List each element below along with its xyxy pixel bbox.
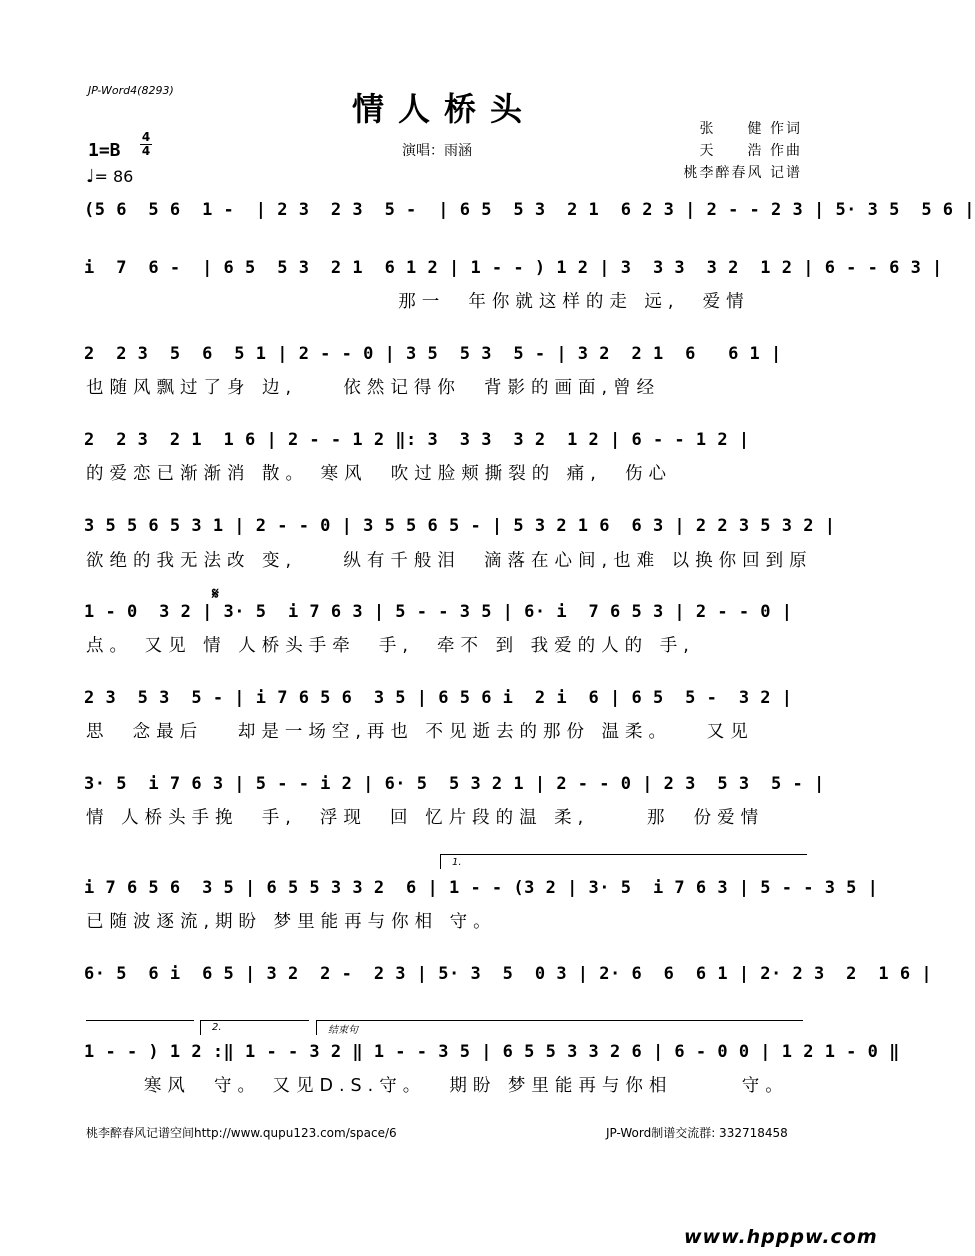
composer-credit: 天 浩 作曲 (699, 143, 802, 159)
score-line-5-notes: 3 5 5 6 5 3 1 | 2 - - 0 | 3 5 5 6 5 - | 5 3 2 1 6 6 3 | 2 2 3 5 3 2 | (84, 516, 836, 536)
segno-icon: 𝄋 (212, 584, 219, 603)
key-signature: 1=B (88, 140, 121, 161)
watermark: www.hpppw.com (684, 1226, 878, 1248)
transcriber-credit: 桃李醉春风 记谱 (683, 165, 802, 181)
score-line-5-lyrics: 欲绝的我无法改 变, 纵有千般泪 滴落在心间,也难 以换你回到原 (86, 551, 813, 571)
score-line-10-notes: 6· 5 6 i 6 5 | 3 2 2 - 2 3 | 5· 3 5 0 3 | 2· 6 6 6 1 | 2· 2 3 2 1 6 | (84, 964, 933, 984)
score-line-11-notes: 1 - - ) 1 2 :‖ 1 - - 3 2 ‖ 1 - - 3 5 | 6 5 5 3 3 2 6 | 6 - 0 0 | 1 2 1 - 0 ‖ (84, 1042, 900, 1062)
footer-group-info: JP-Word制谱交流群: 332718458 (606, 1126, 788, 1140)
score-line-4-lyrics: 的爱恋已渐渐消 散。 寒风 吹过脸颊撕裂的 痛, 伤心 (86, 464, 673, 484)
score-line-7-lyrics: 思 念最后 却是一场空,再也 不见逝去的那份 温柔。 又见 (86, 722, 754, 742)
score-line-9-notes: i 7 6 5 6 3 5 | 6 5 5 3 3 2 6 | 1 - - (3 2 | 3· 5 i 7 6 3 | 5 - - 3 5 | (84, 878, 879, 898)
score-line-3-notes: 2 2 3 5 6 5 1 | 2 - - 0 | 3 5 5 3 5 - | 3 2 2 1 6 6 1 | (84, 344, 782, 364)
singer-credit: 演唱：雨涵 (402, 143, 472, 159)
time-signature (140, 132, 152, 157)
quarter-note-icon: ♩ (86, 166, 95, 187)
coda-label: 结束句 (328, 1025, 358, 1036)
score-line-2-notes: i 7 6 - | 6 5 5 3 2 1 6 1 2 | 1 - - ) 1 2 | 3 3 3 3 2 1 2 | 6 - - 6 3 | (84, 258, 943, 278)
lyricist-credit: 张 健 作词 (699, 121, 802, 137)
first-ending-bracket (440, 854, 807, 869)
score-line-11-lyrics: 寒风 守。 又见D.S.守。 期盼 梦里能再与你相 守。 (86, 1076, 789, 1096)
score-line-9-lyrics: 已随波逐流,期盼 梦里能再与你相 守。 (86, 912, 497, 932)
score-line-6-lyrics: 点。 又见 情 人桥头手牵 手, 牵不 到 我爱的人的 手, (86, 636, 695, 656)
first-ending-label: 1. (452, 857, 462, 868)
time-signature-top: 4 (141, 130, 151, 144)
score-line-6-notes: 1 - 0 3 2 | 3· 5 i 7 6 3 | 5 - - 3 5 | 6· i 7 6 5 3 | 2 - - 0 | (84, 602, 793, 622)
time-signature-bottom: 4 (141, 144, 151, 158)
score-line-8-notes: 3· 5 i 7 6 3 | 5 - - i 2 | 6· 5 5 3 2 1 | 2 - - 0 | 2 3 5 3 5 - | (84, 774, 825, 794)
score-line-3-lyrics: 也随风飘过了身 边, 依然记得你 背影的画面,曾经 (86, 378, 661, 398)
tempo-mark (86, 166, 133, 187)
repeat-ending-bracket (86, 1020, 194, 1035)
score-line-2-lyrics: 那一 年你就这样的走 远, 爱情 (86, 292, 750, 312)
song-title: 情人桥头 (351, 90, 536, 128)
tempo-value: = 86 (94, 167, 134, 186)
second-ending-label: 2. (212, 1022, 222, 1033)
score-line-7-notes: 2 3 5 3 5 - | i 7 6 5 6 3 5 | 6 5 6 i 2 i 6 | 6 5 5 - 3 2 | (84, 688, 793, 708)
score-line-4-notes: 2 2 3 2 1 1 6 | 2 - - 1 2 ‖: 3 3 3 3 2 1 2 | 6 - - 1 2 | (84, 430, 750, 450)
score-line-8-lyrics: 情 人桥头手挽 手, 浮现 回 忆片段的温 柔, 那 份爱情 (86, 808, 765, 828)
score-line-1-notes: (5 6 5 6 1 - | 2 3 2 3 5 - | 6 5 5 3 2 1 6 2 3 | 2 - - 2 3 | 5· 3 5 5 6 | (84, 200, 975, 220)
coda-bracket (316, 1020, 803, 1035)
software-label: JP-Word4(8293) (88, 84, 174, 97)
footer-space-link[interactable]: 桃李醉春风记谱空间http://www.qupu123.com/space/6 (86, 1126, 397, 1140)
